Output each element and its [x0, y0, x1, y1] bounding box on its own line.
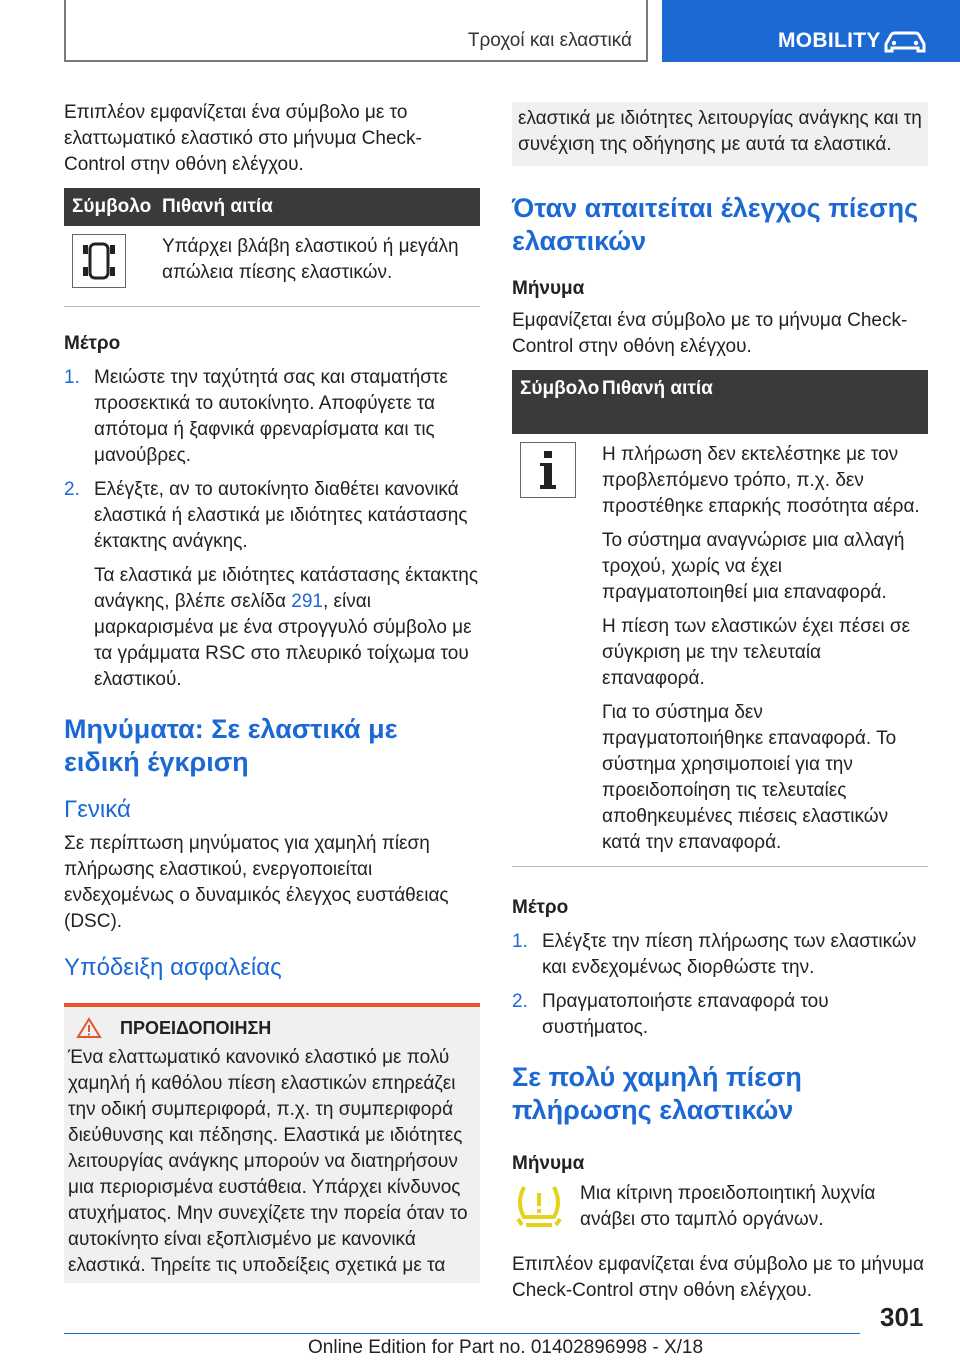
page-number: 301: [880, 1302, 924, 1332]
cause-text: Το σύστημα αναγνώρισε μια αλλαγή τροχού, χωρίς να έχει πραγματοποιηθεί μια επαναφορά.: [602, 530, 905, 603]
left-column: [64, 100, 480, 1283]
lamp-text: Μια κίτρινη προειδοποιητική λυχνία ανάβει στο ταμπλό οργάνων.: [580, 1183, 876, 1230]
footer-divider: [64, 1333, 860, 1334]
col-cause: Πιθανή αιτία: [602, 378, 713, 399]
right-column: [512, 100, 928, 1304]
step-text: Μειώστε την ταχύτητά σας και σταματήστε προσεκτικά το αυτοκίνητο. Αποφύγετε τα απότομα ή ξαφνικά φρεναρίσματα και τις μανούβρες.: [94, 367, 448, 466]
step-text: Ελέγξτε την πίεση πλήρωσης των ελαστικών και ενδεχομένως διορθώστε την.: [542, 931, 917, 978]
cause-text: Υπάρχει βλάβη ελαστικού ή μεγάλη απώλεια πίεσης ελαστικών.: [162, 236, 459, 283]
step-number: 2.: [64, 479, 80, 500]
list-item: [64, 477, 480, 555]
measure-title: Μέτρο: [64, 333, 121, 354]
general-text: Σε περίπτωση μηνύματος για χαμηλή πίεση πλήρωσης ελαστικού, ενεργοποιείται ενδεχομένως ο δυναμικός έλεγχος ευστάθειας (DSC).: [64, 833, 449, 932]
warning-triangle-icon: [76, 1017, 102, 1039]
list-item: [512, 929, 928, 981]
step-number: 1.: [64, 367, 80, 388]
step-text: Πραγματοποιήστε επαναφορά του συστήματος.: [542, 991, 829, 1038]
lamp-row: [512, 1181, 928, 1236]
page-link[interactable]: 291: [291, 591, 323, 612]
symbol-table-header: [512, 370, 928, 434]
table-row: [64, 226, 480, 307]
step-number: 1.: [512, 931, 528, 952]
message-title: Μήνυμα: [512, 278, 585, 299]
tire-pressure-warning-icon: [512, 1181, 580, 1236]
info-icon: [520, 442, 576, 498]
measure-title: Μέτρο: [512, 897, 569, 918]
list-item: [512, 989, 928, 1041]
message-title: Μήνυμα: [512, 1153, 585, 1174]
footer-edition: Online Edition for Part no. 01402896998 - X/18: [308, 1337, 704, 1358]
cause-text: Η πίεση των ελαστικών έχει πέσει σε σύγκριση με την τελευταία επαναφορά.: [602, 616, 911, 689]
heading-low-pressure: Σε πολύ χαμηλή πίεση πλήρωσης ελαστικών: [512, 1062, 802, 1125]
step-number: 2.: [512, 991, 528, 1012]
rsc-note: [94, 563, 480, 693]
col-cause: Πιθανή αιτία: [162, 196, 273, 217]
step-text: Ελέγξτε, αν το αυτοκίνητο διαθέτει κανονικά ελαστικά ή ελαστικά με ιδιότητες κατάστασης έκτακτης ανάγκης.: [94, 479, 468, 552]
table-row: [512, 434, 928, 867]
col-symbol: Σύμβολο: [72, 196, 152, 217]
end-text: Επιπλέον εμφανίζεται ένα σύμβολο με το μήνυμα Check-Control στην οθόνη ελέγχου.: [512, 1254, 925, 1301]
warning-title: ΠΡΟΕΙΔΟΠΟΙΗΣΗ: [120, 1017, 272, 1038]
list-item: [64, 365, 480, 469]
note-text-b: , είναι μαρκαρισμένα με ένα στρογγυλό σύμβολο με τα γράμματα RSC στο πλευρικό τοίχωμα του ελαστικού.: [94, 591, 472, 690]
heading-safety: Υπόδειξη ασφαλείας: [64, 954, 282, 981]
car-icon: [882, 30, 928, 54]
header-badge: [662, 0, 960, 62]
intro-text: Επιπλέον εμφανίζεται ένα σύμβολο με το ελαττωματικό ελαστικό στο μήνυμα Check-Control στην οθόνη ελέγχου.: [64, 102, 422, 175]
warning-text: Ένα ελαττωματικό κανονικό ελαστικό με πολύ χαμηλή ή καθόλου πίεση ελαστικών επηρεάζει την οδική συμπεριφορά, π.χ. τη συμπεριφορά διεύθυνσης και πέδησης. Ελαστικά με ιδιότητες λειτουργίας ανάγκης μπορούν να διατηρήσουν μια περιορισμένα ευστάθεια. Υπάρχει κίνδυνος ατυχήματος. Μην συνεχίζετε την πορεία όταν το αυτοκίνητο είναι εξοπλισμένο με κανονικά ελαστικά. Τηρείτε τις υποδείξεις σχετικά με τα: [68, 1047, 468, 1276]
badge-label: MOBILITY: [778, 29, 881, 52]
warning-box: [64, 1003, 480, 1283]
tire-defect-icon: [72, 234, 126, 288]
section-title: Τροχοί και ελαστικά: [467, 30, 632, 51]
warning-box-continued: [512, 102, 928, 166]
warning-text-cont: ελαστικά με ιδιότητες λειτουργίας ανάγκης και τη συνέχιση της οδήγησης με αυτά τα ελαστικά.: [518, 108, 922, 155]
cause-text: Για το σύστημα δεν πραγματοποιήθηκε επαναφορά. Το σύστημα χρησιμοποιεί για την προειδοποίηση τις τελευταίες αποθηκευμένες πιέσεις ελαστικών κατά την επαναφορά.: [602, 702, 897, 853]
cause-text: Η πλήρωση δεν εκτελέστηκε με τον προβλεπόμενο τρόπο, π.χ. δεν προστέθηκε επαρκής ποσότητα αέρα.: [602, 444, 920, 517]
heading-pressure-check: Όταν απαιτείται έλεγχος πίεσης ελαστικών: [512, 193, 919, 256]
col-symbol: Σύμβολο: [520, 378, 600, 399]
symbol-table-header: [64, 188, 480, 226]
heading-messages: Μηνύματα: Σε ελαστικά με ειδική έγκριση: [64, 714, 398, 777]
header-section: [64, 0, 648, 62]
heading-general: Γενικά: [64, 796, 131, 823]
message-text: Εμφανίζεται ένα σύμβολο με το μήνυμα Check-Control στην οθόνη ελέγχου.: [512, 310, 908, 357]
note-text-a: Τα ελαστικά με ιδιότητες κατάστασης έκτακτης ανάγκης, βλέπε σελίδα: [94, 565, 478, 612]
